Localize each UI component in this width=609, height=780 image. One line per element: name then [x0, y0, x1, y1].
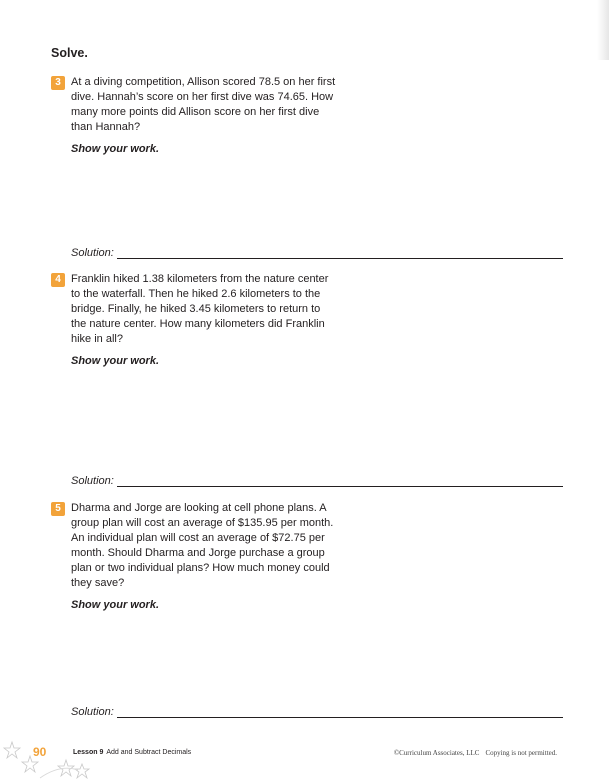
solution-answer-line-3[interactable] — [71, 245, 563, 259]
show-work-label: Show your work. — [71, 143, 160, 155]
problem-number-badge: 5 — [51, 502, 65, 516]
answer-line[interactable] — [117, 248, 563, 259]
lesson-name: Add and Subtract Decimals — [106, 749, 192, 756]
show-work-label: Show your work. — [71, 599, 160, 611]
problem-number-badge: 4 — [51, 273, 65, 287]
problem-3 — [51, 75, 371, 155]
lesson-title — [73, 749, 191, 756]
problem-text: Dharma and Jorge are looking at cell phone plans. A group plan will cost an average of $135.95 per month. An individual plan will cost an average of $72.75 per month. Should Dharma and Jorge purchase a group plan or two individual plans? How much money could they save? — [71, 502, 334, 589]
problem-4 — [51, 272, 371, 367]
answer-line[interactable] — [117, 707, 563, 718]
problem-text: At a diving competition, Allison scored 78.5 on her first dive. Hannah’s score on her first dive was 74.65. How many more points did Allison score on her first dive than Hannah? — [71, 76, 336, 133]
page-footer — [0, 740, 609, 780]
copyright-text: ©Curriculum Associates, LLC — [393, 749, 480, 757]
section-heading: Solve. — [51, 46, 88, 60]
page-edge-shadow — [597, 0, 609, 60]
page-number: 90 — [33, 745, 47, 759]
answer-line[interactable] — [117, 476, 563, 487]
copyright-notice — [394, 749, 557, 757]
solution-label: Solution: — [71, 247, 114, 259]
problem-number-badge: 3 — [51, 76, 65, 90]
star-decoration-icon — [0, 740, 100, 780]
problem-5 — [51, 501, 371, 611]
problem-text: Franklin hiked 1.38 kilometers from the nature center to the waterfall. Then he hiked 2.6 kilometers to the bridge. Finally, he hiked 3.45 kilometers to return to the nature center. How many kilometers did Franklin hike in all? — [71, 273, 329, 345]
solution-answer-line-4[interactable] — [71, 473, 563, 487]
solution-answer-line-5[interactable] — [71, 704, 563, 718]
copy-notice: Copying is not permitted. — [485, 749, 557, 757]
lesson-label: Lesson 9 — [73, 749, 104, 756]
solution-label: Solution: — [71, 475, 114, 487]
solution-label: Solution: — [71, 706, 114, 718]
show-work-label: Show your work. — [71, 355, 160, 367]
